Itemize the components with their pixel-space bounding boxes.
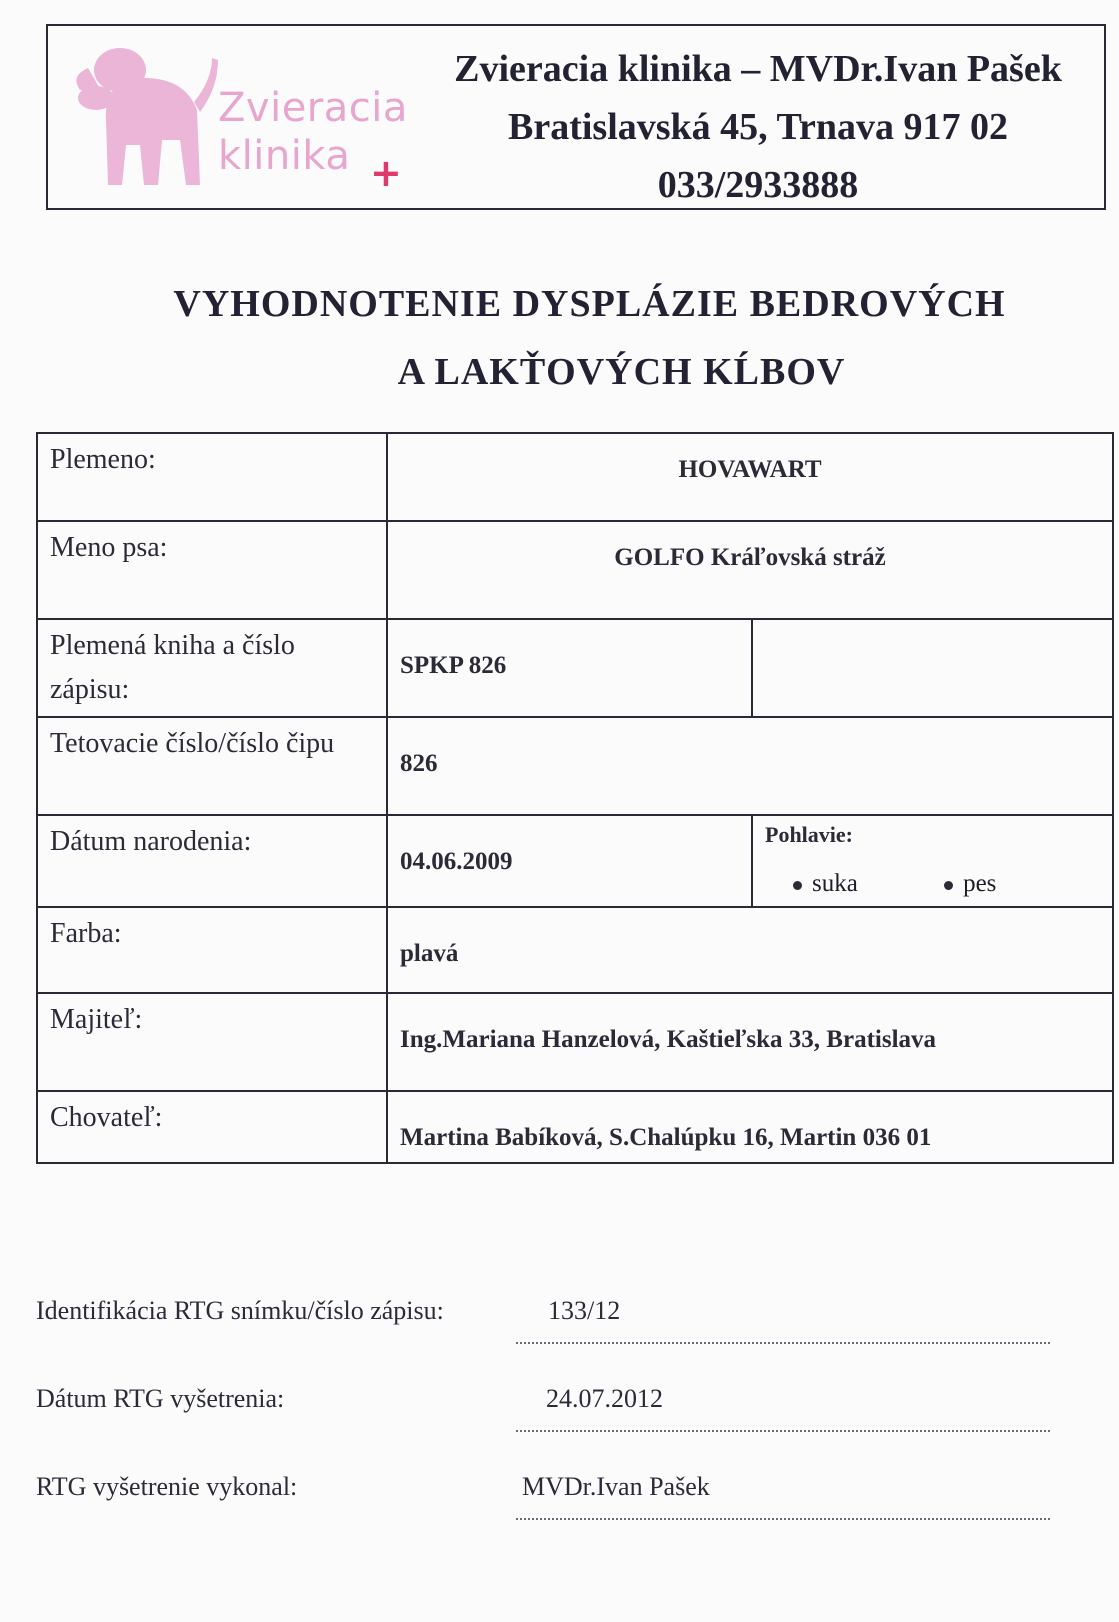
breed-label: Plemeno:: [37, 433, 387, 521]
tattoo-value: 826: [387, 717, 1113, 815]
document-title-line-2: A LAKŤOVÝCH KĹBOV: [397, 351, 846, 393]
table-row: [37, 717, 1113, 815]
clinic-address: Bratislavská 45, Trnava 917 02: [507, 106, 1009, 148]
table-row: [37, 1091, 1113, 1163]
clinic-name: Zvieracia klinika – MVDr.Ivan Pašek: [454, 48, 1062, 90]
sex-female-text: suka: [812, 870, 858, 897]
rtg-id-row: [36, 1296, 1056, 1356]
rtg-id-label: Identifikácia RTG snímku/číslo zápisu:: [36, 1296, 444, 1325]
birth-date-value: 04.06.2009: [387, 815, 752, 907]
plus-icon: +: [370, 151, 402, 195]
rtg-id-value: 133/12: [548, 1296, 621, 1325]
bullet-icon: [793, 881, 802, 890]
rtg-date-row: [36, 1384, 1056, 1444]
table-row: [37, 619, 1113, 717]
sex-options: [765, 870, 1112, 898]
breeder-value: Martina Babíková, S.Chalúpku 16, Martin 036 01: [387, 1091, 1113, 1163]
dotted-line: [516, 1342, 1050, 1344]
breed-value: HOVAWART: [387, 433, 1113, 521]
clinic-phone: 033/2933888: [657, 164, 859, 206]
studbook-value: SPKP 826: [387, 619, 752, 717]
clinic-header: [46, 24, 1106, 210]
table-row: [37, 433, 1113, 521]
dog-info-table: [36, 432, 1114, 1164]
sex-option-female: [793, 870, 858, 898]
breeder-label: Chovateľ:: [37, 1091, 387, 1163]
rtg-by-value: MVDr.Ivan Pašek: [522, 1472, 710, 1501]
sex-label: Pohlavie:: [765, 822, 853, 847]
table-row: [37, 521, 1113, 619]
table-row: [37, 815, 1113, 907]
owner-value: Ing.Mariana Hanzelová, Kaštieľska 33, Bratislava: [387, 993, 1113, 1091]
owner-label: Majiteľ:: [37, 993, 387, 1091]
birth-date-label: Dátum narodenia:: [37, 815, 387, 907]
rtg-by-row: [36, 1472, 1056, 1532]
table-row: [37, 907, 1113, 993]
sex-option-male: [944, 870, 996, 898]
dotted-line: [516, 1430, 1050, 1432]
rtg-by-label: RTG vyšetrenie vykonal:: [36, 1472, 298, 1501]
table-row: [37, 993, 1113, 1091]
color-label: Farba:: [37, 907, 387, 993]
bullet-icon: [944, 881, 953, 890]
rtg-date-label: Dátum RTG vyšetrenia:: [36, 1384, 285, 1413]
studbook-extra: [752, 619, 1113, 717]
sex-cell: [752, 815, 1113, 907]
tattoo-label: Tetovacie číslo/číslo čipu: [37, 717, 387, 815]
logo-line-2: klinika: [218, 133, 351, 179]
studbook-label: Plemená kniha a číslo zápisu:: [37, 619, 387, 717]
dotted-line: [516, 1518, 1050, 1520]
document-title-line-1: VYHODNOTENIE DYSPLÁZIE BEDROVÝCH: [173, 283, 1006, 325]
rtg-date-value: 24.07.2012: [546, 1384, 663, 1413]
sex-male-text: pes: [963, 870, 997, 897]
logo-line-1: Zvieracia: [218, 85, 408, 131]
color-value: plavá: [387, 907, 1113, 993]
dog-name-label: Meno psa:: [37, 521, 387, 619]
dog-name-value: GOLFO Kráľovská stráž: [387, 521, 1113, 619]
clinic-info: [408, 40, 1108, 214]
